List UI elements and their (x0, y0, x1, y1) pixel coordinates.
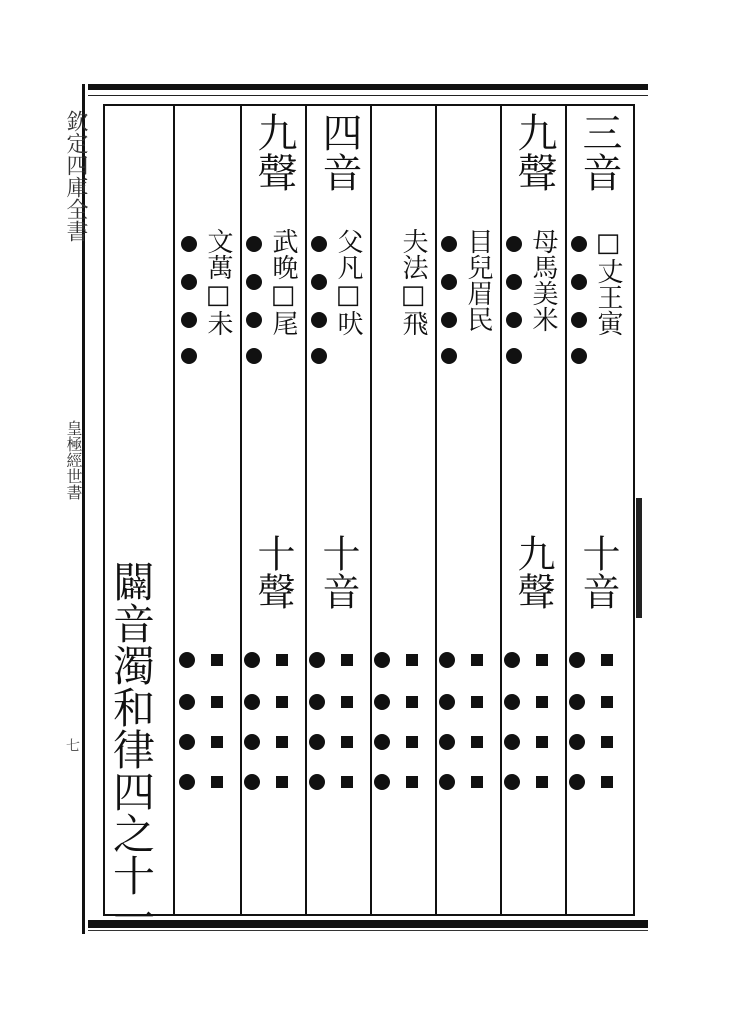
column-characters: 父凡□吠 (333, 228, 363, 336)
filled-circle-mark (309, 774, 325, 790)
filled-circle-mark (439, 734, 455, 750)
filled-circle-mark (179, 652, 195, 668)
filled-circle-mark (244, 694, 260, 710)
column-characters: 夫法□飛 (398, 228, 428, 336)
filled-square-mark (406, 696, 418, 708)
column-characters: 目兒眉民 (463, 228, 493, 332)
filled-circle-mark (311, 236, 327, 252)
filled-circle-mark (504, 652, 520, 668)
bottom-border-thick (88, 920, 648, 928)
filled-square-mark (211, 736, 223, 748)
filled-square-mark (276, 736, 288, 748)
filled-square-mark (536, 776, 548, 788)
filled-square-mark (471, 736, 483, 748)
filled-square-mark (211, 776, 223, 788)
filled-square-mark (471, 654, 483, 666)
filled-circle-mark (571, 274, 587, 290)
column-characters: 文萬□未 (203, 228, 233, 336)
column-divider (500, 104, 502, 916)
filled-circle-mark (374, 652, 390, 668)
filled-circle-mark (246, 348, 262, 364)
table-column (305, 104, 369, 916)
filled-circle-mark (244, 734, 260, 750)
filled-circle-mark (181, 236, 197, 252)
filled-square-mark (471, 776, 483, 788)
table-column (370, 104, 434, 916)
column-divider (305, 104, 307, 916)
filled-circle-mark (309, 694, 325, 710)
column-sub-header: 十音 (316, 534, 360, 610)
table-column (435, 104, 499, 916)
filled-circle-mark (244, 774, 260, 790)
column-header: 四音 (316, 112, 362, 192)
column-divider (370, 104, 372, 916)
filled-circle-mark (569, 652, 585, 668)
filled-circle-mark (246, 312, 262, 328)
column-characters: 母馬美米 (528, 228, 558, 332)
filled-square-mark (276, 696, 288, 708)
filled-circle-mark (441, 348, 457, 364)
filled-square-mark (601, 696, 613, 708)
filled-circle-mark (179, 774, 195, 790)
filled-circle-mark (309, 652, 325, 668)
filled-circle-mark (506, 348, 522, 364)
filled-square-mark (406, 736, 418, 748)
filled-circle-mark (441, 274, 457, 290)
filled-circle-mark (506, 312, 522, 328)
filled-circle-mark (504, 694, 520, 710)
filled-circle-mark (569, 734, 585, 750)
margin-book-title: 皇極經世書 (64, 420, 83, 500)
filled-circle-mark (181, 274, 197, 290)
filled-square-mark (211, 654, 223, 666)
filled-circle-mark (439, 652, 455, 668)
table-column (500, 104, 564, 916)
filled-square-mark (341, 736, 353, 748)
filled-square-mark (341, 654, 353, 666)
filled-square-mark (471, 696, 483, 708)
column-divider (435, 104, 437, 916)
column-characters: □丈王寅 (593, 228, 623, 336)
column-header: 九聲 (511, 112, 557, 192)
column-divider (240, 104, 242, 916)
table-column (565, 104, 629, 916)
filled-square-mark (536, 654, 548, 666)
right-margin-mark (636, 498, 642, 618)
filled-circle-mark (441, 236, 457, 252)
column-sub-header: 九聲 (511, 534, 555, 610)
filled-circle-mark (506, 274, 522, 290)
column-sub-header: 十音 (576, 534, 620, 610)
column-header: 九聲 (251, 112, 297, 192)
filled-circle-mark (571, 348, 587, 364)
filled-circle-mark (506, 236, 522, 252)
filled-circle-mark (439, 694, 455, 710)
page-title: 闢音濁和律四之十一 (107, 560, 156, 938)
filled-circle-mark (441, 312, 457, 328)
top-border-thin (88, 95, 648, 96)
filled-circle-mark (374, 734, 390, 750)
top-border-thick (88, 84, 648, 90)
filled-circle-mark (246, 236, 262, 252)
filled-square-mark (536, 696, 548, 708)
filled-circle-mark (181, 348, 197, 364)
filled-circle-mark (179, 734, 195, 750)
filled-circle-mark (181, 312, 197, 328)
filled-square-mark (601, 654, 613, 666)
filled-square-mark (276, 654, 288, 666)
filled-square-mark (211, 696, 223, 708)
filled-square-mark (406, 776, 418, 788)
filled-circle-mark (569, 694, 585, 710)
filled-square-mark (536, 736, 548, 748)
filled-circle-mark (179, 694, 195, 710)
filled-circle-mark (571, 236, 587, 252)
margin-page-number: 七 (64, 738, 80, 752)
filled-circle-mark (309, 734, 325, 750)
filled-circle-mark (571, 312, 587, 328)
filled-square-mark (276, 776, 288, 788)
filled-circle-mark (311, 312, 327, 328)
filled-circle-mark (504, 774, 520, 790)
filled-circle-mark (374, 694, 390, 710)
filled-circle-mark (246, 274, 262, 290)
filled-circle-mark (311, 348, 327, 364)
column-divider (173, 104, 175, 916)
filled-circle-mark (244, 652, 260, 668)
filled-circle-mark (504, 734, 520, 750)
table-column (240, 104, 304, 916)
filled-circle-mark (569, 774, 585, 790)
bottom-border-thin (88, 930, 648, 931)
table-column (175, 104, 239, 916)
filled-square-mark (601, 736, 613, 748)
column-divider (565, 104, 567, 916)
filled-circle-mark (311, 274, 327, 290)
column-characters: 武晚□尾 (268, 228, 298, 336)
filled-circle-mark (374, 774, 390, 790)
filled-square-mark (341, 776, 353, 788)
margin-collection-title: 欽定四庫全書 (63, 110, 88, 242)
filled-circle-mark (439, 774, 455, 790)
filled-square-mark (341, 696, 353, 708)
column-sub-header: 十聲 (251, 534, 295, 610)
filled-square-mark (406, 654, 418, 666)
filled-square-mark (601, 776, 613, 788)
column-header: 三音 (576, 112, 622, 192)
